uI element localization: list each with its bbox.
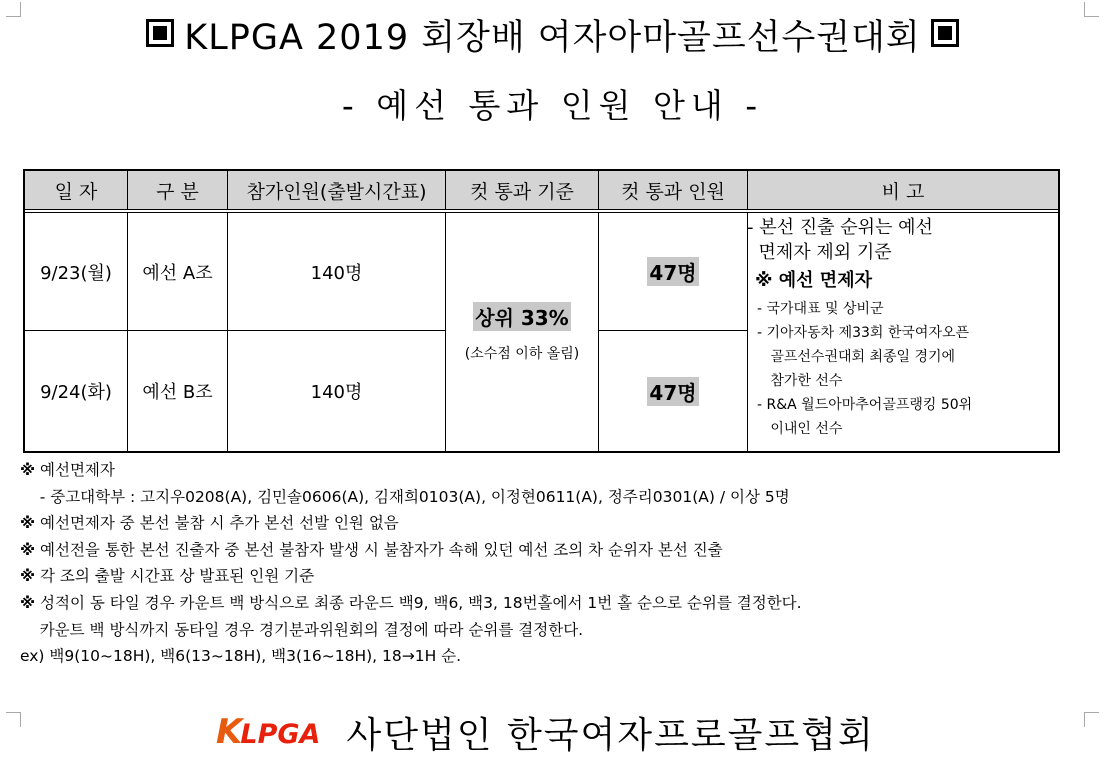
header-date: 일 자 xyxy=(25,171,128,209)
row-a-cut-count-cell xyxy=(599,213,747,330)
footnote-text: 각 조의 출발 시간표 상 발표된 인원 기준 xyxy=(35,567,315,586)
crop-mark-bottom-left xyxy=(6,712,21,727)
footnote-line xyxy=(20,484,1090,511)
row-a-group: 예선 A조 xyxy=(142,262,213,284)
klpga-logo xyxy=(216,712,320,752)
footnotes xyxy=(20,457,1090,670)
remarks-item: - R&A 월드아마추어골프랭킹 50위 xyxy=(757,397,973,413)
row-a-date: 9/23(월) xyxy=(40,262,112,284)
row-b-date: 9/24(화) xyxy=(40,382,112,403)
header-cut-standard: 컷 통과 기준 xyxy=(446,171,599,209)
footnote-line xyxy=(20,617,1090,644)
footnote-text: 예선면제자 중 본선 불참 시 추가 본선 선발 인원 없음 xyxy=(35,514,399,533)
row-b-cut-count-cell xyxy=(599,331,747,451)
remarks-item: 참가한 선수 xyxy=(757,373,843,389)
reference-mark-icon: ※ xyxy=(20,567,36,586)
logo-k: K xyxy=(216,712,241,752)
reference-mark-icon: ※ xyxy=(20,593,36,612)
remarks-line: 면제자 제외 기준 xyxy=(747,242,892,263)
reference-mark-icon: ※ xyxy=(20,461,36,479)
remarks-heading: ※ 예선 면제자 xyxy=(755,270,872,291)
row-a-cut-count: 47명 xyxy=(647,257,698,286)
page-title xyxy=(0,14,1105,62)
footnote-text: 예선면제자 xyxy=(35,461,115,479)
square-bullet-icon xyxy=(931,19,959,47)
footnote-line xyxy=(20,537,1090,564)
footnote-line xyxy=(20,643,1090,670)
organization-name: 사단법인 한국여자프로골프협회 xyxy=(346,714,875,756)
footnote-text: ex) 백9(10~18H), 백6(13~18H), 백3(16~18H), 18→1H 순. xyxy=(20,647,462,666)
remarks-cell xyxy=(747,215,1047,441)
title-text: KLPGA 2019 회장배 여자아마골프선수권대회 xyxy=(184,18,921,58)
row-b-participants: 140명 xyxy=(310,382,363,403)
remarks-item: - 국가대표 및 상비군 xyxy=(757,301,884,317)
qualifier-table xyxy=(23,169,1060,453)
page-subtitle: - 예선 통과 인원 안내 - xyxy=(341,86,764,125)
footnote-text: 카운트 백 방식까지 동타일 경우 경기분과위원회의 결정에 따라 순위를 결정한다. xyxy=(20,620,584,639)
footnote-line xyxy=(20,510,1090,537)
footer xyxy=(216,708,875,756)
row-b-group: 예선 B조 xyxy=(142,382,213,403)
cut-standard-note: (소수점 이하 올림) xyxy=(464,345,580,362)
header-remarks: 비 고 xyxy=(748,171,1058,209)
remarks-item: 골프선수권대회 최종일 경기에 xyxy=(757,349,956,365)
crop-mark-bottom-right xyxy=(1084,712,1099,727)
footnote-line xyxy=(20,563,1090,590)
footnote-line xyxy=(20,457,1090,484)
footnote-text: - 중고대학부 : 고지우0208(A), 김민솔0606(A), 김재희0103(A), 이정현0611(A), 정주리0301(A) / 이상 5명 xyxy=(20,487,790,506)
footnote-text: 성적이 동 타일 경우 카운트 백 방식으로 최종 라운드 백9, 백6, 백3, 18번홀에서 1번 홀 순으로 순위를 결정한다. xyxy=(35,593,802,612)
remarks-item: 이내인 선수 xyxy=(757,421,843,437)
row-a-participants: 140명 xyxy=(310,262,363,284)
cut-standard-cell xyxy=(446,213,598,451)
remarks-item: - 기아자동차 제33회 한국여자오픈 xyxy=(757,325,970,341)
header-group: 구 분 xyxy=(128,171,228,209)
footnote-text: 예선전을 통한 본선 진출자 중 본선 불참자 발생 시 불참자가 속해 있던 예선 조의 차 순위자 본선 진출 xyxy=(35,540,723,559)
reference-mark-icon: ※ xyxy=(20,540,36,559)
logo-text: LPGA xyxy=(240,719,321,750)
footnote-line xyxy=(20,590,1090,617)
reference-mark-icon: ※ xyxy=(20,514,36,533)
row-b-cut-count: 47명 xyxy=(647,377,698,406)
square-bullet-icon xyxy=(146,19,174,47)
remarks-line: - 본선 진출 순위는 예선 xyxy=(747,217,933,238)
header-participants: 참가인원(출발시간표) xyxy=(228,171,446,209)
cut-standard: 상위 33% xyxy=(473,302,570,331)
header-cut-count: 컷 통과 인원 xyxy=(599,171,748,209)
